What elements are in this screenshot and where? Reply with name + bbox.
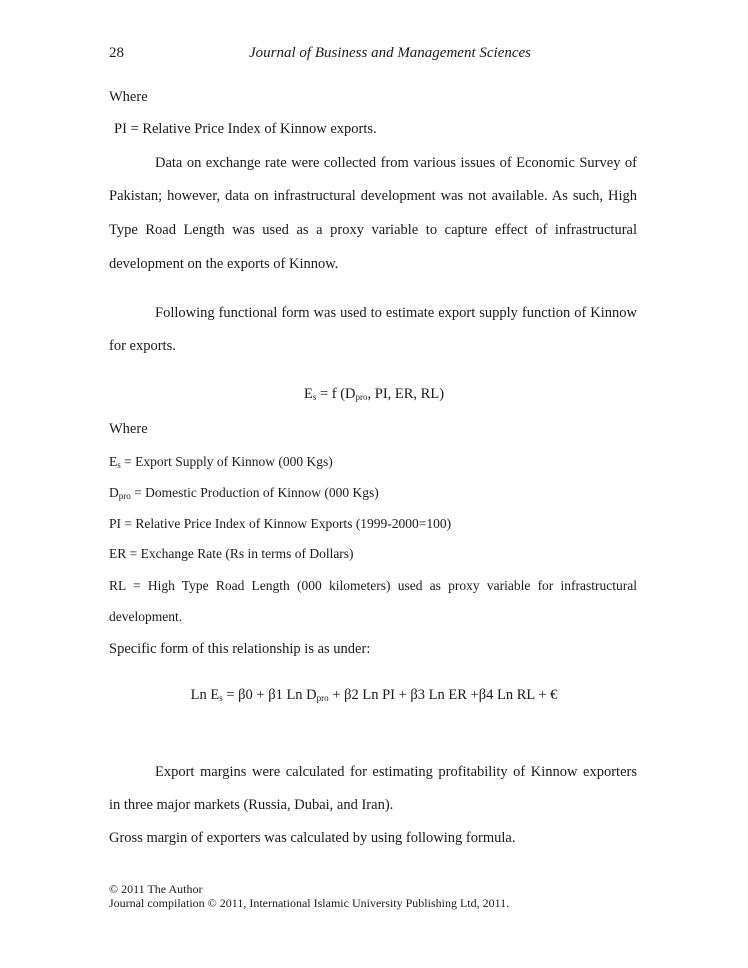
def-rl-line2: development.: [109, 609, 183, 624]
para2-line1: Following functional form was used to estimate export supply function of Kinnow: [155, 305, 637, 321]
para1-line3: Type Road Length was used as a proxy variable to capture effect of infrastructural: [109, 222, 637, 238]
where-label: Where: [109, 89, 148, 105]
where-label-2: Where: [109, 421, 148, 437]
para3-line2: in three major markets (Russia, Dubai, and Iran).: [109, 797, 394, 813]
equation-specific-form: Ln $E_s = \beta 0 + \beta 1$ Ln $D_{pro} + \beta 2$ Ln PI + β3 Ln ER +β4 Ln RL + €: [190, 687, 558, 703]
footer-journal-compilation: Journal compilation © 2011, International Islamic University Publishing Ltd, 2011.: [109, 896, 510, 910]
pi-definition: PI = Relative Price Index of Kinnow exports.: [114, 121, 377, 137]
def-er: ER = Exchange Rate (Rs in terms of Dollars): [109, 546, 354, 561]
specific-form-text: Specific form of this relationship is as under:: [109, 641, 371, 657]
page-number: 28: [109, 45, 124, 61]
def-dpro: $D_{pro}$ = Domestic Production of Kinnow (000 Kgs): [109, 485, 379, 501]
journal-title: Journal of Business and Management Sciences: [248, 45, 532, 61]
equation-functional-form: $E_s = f$ ($D_{pro}$, PI, ER, RL): [303, 386, 445, 402]
para2-line2: for exports.: [109, 338, 176, 354]
def-pi: PI = Relative Price Index of Kinnow Exports (1999-2000=100): [109, 516, 452, 531]
para3-line1: Export margins were calculated for estimating profitability of Kinnow exporters: [155, 764, 637, 780]
para1-line1: Data on exchange rate were collected from various issues of Economic Survey of: [155, 155, 637, 171]
def-rl-line1: RL = High Type Road Length (000 kilometers) used as proxy variable for infrastructural: [109, 578, 637, 593]
gross-margin-text: Gross margin of exporters was calculated by using following formula.: [109, 830, 516, 846]
para1-line4: development on the exports of Kinnow.: [109, 256, 339, 272]
para1-line2: Pakistan; however, data on infrastructural development was not available. As such, High: [109, 188, 637, 204]
def-es: $E_s$ = Export Supply of Kinnow (000 Kgs): [109, 454, 333, 470]
footer-copyright: © 2011 The Author: [109, 882, 203, 896]
